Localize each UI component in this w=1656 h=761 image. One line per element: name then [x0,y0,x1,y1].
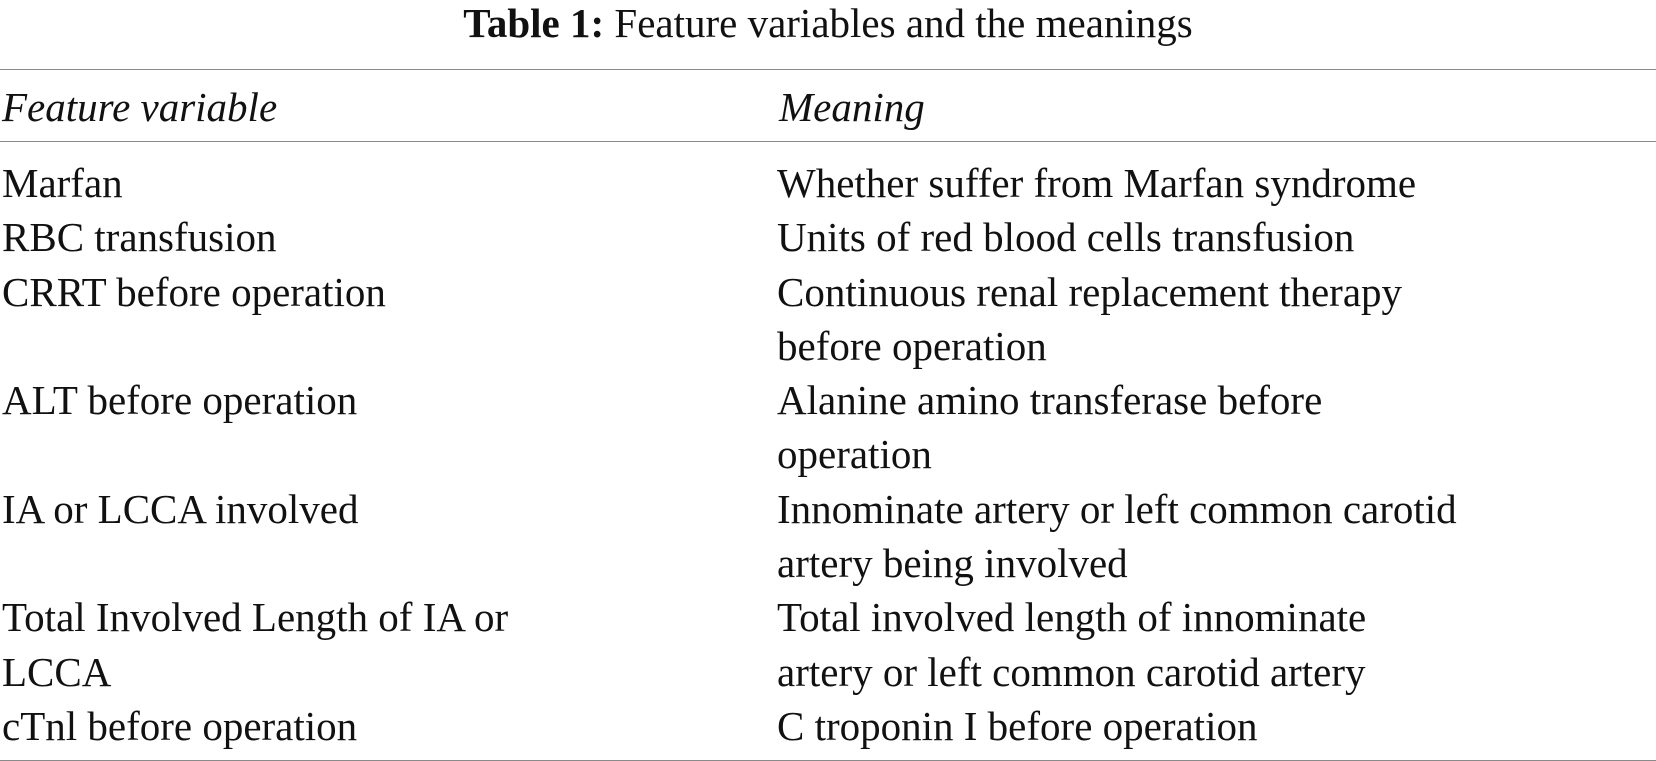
feature-cell: cTnl before operation [2,702,358,749]
feature-cell: CRRT before operation [2,268,386,315]
feature-cell: Total Involved Length of IA or LCCA [2,594,509,695]
caption-label: Table 1: [463,0,605,46]
table-row [0,373,1656,482]
table-header [0,82,1656,132]
meaning-cell: C troponin I before operation [777,702,1258,749]
meaning-cell: Whether suffer from Marfan syndrome [777,160,1417,206]
header-meaning: Meaning [779,84,925,130]
table-row [0,210,1656,264]
table-row [0,699,1656,753]
meaning-cell: Continuous renal replacement therapy before operation [777,268,1403,369]
table-row [0,590,1656,699]
table-caption [0,0,1656,46]
header-feature-variable: Feature variable [2,84,278,130]
feature-cell: RBC transfusion [2,214,277,261]
table-row [0,482,1656,591]
table-row [0,265,1656,374]
feature-cell: IA or LCCA involved [2,485,359,532]
feature-cell: ALT before operation [2,377,358,424]
meaning-cell: Units of red blood cells transfusion [777,214,1355,261]
meaning-cell: Total involved length of innominate artery or left common carotid artery [777,594,1367,695]
caption-text: Feature variables and the meanings [614,0,1193,46]
table-row [0,156,1656,210]
header-rule [0,141,1656,142]
feature-cell: Marfan [2,160,123,206]
top-rule [0,69,1656,70]
meaning-cell: Alanine amino transferase before operation [777,377,1323,478]
meaning-cell: Innominate artery or left common carotid artery being involved [777,485,1457,587]
table-body [0,156,1656,753]
